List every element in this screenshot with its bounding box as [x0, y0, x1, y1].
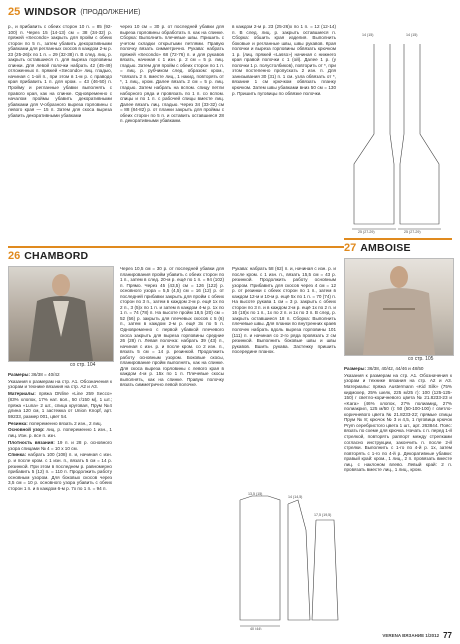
s26-column-1 — [8, 372, 112, 632]
s26-text-3: Рукава: набрать 58 (62) п. и, начиная с изн. р. и после кром. с 1 изн. п., вязать 15,5 см = 43 р. резинкой. Продолжить работу основным узором. Прибавить для скосов через 4 см = 12 р. от резинки с обеих сторон по 1 п., затем в каждом 12-м и 10-м р. ещё 5x по 1 п. = 70 (74) п. На высоте рукава 1 см = 3 р. закрыть с обеих сторон по 3 п. и в каждом 2-м р. ещё 1x по 2 п. и 16 (18)x по 1 п., 1x по 2 п. и 1x по 3 п. В след. р. закрыть оставшиеся 18 п. Сборка: Выполнить плечевые швы. Для планки по внутренних краев полочек набрать вдоль выреза горловины 101 (111) п. и начиная со 2-го ряда провязать 2 см резинкой. Выполнить боковые швы и швы рукавов. Вшить рукава. Застежку пришить посередине планок. — [232, 266, 336, 355]
label-main-pattern: Основной узор: — [8, 427, 45, 433]
label-back: Спинка: — [8, 452, 27, 458]
value-rib: попеременно вязать 2 изн., 2 лиц. — [29, 420, 102, 426]
section-number: 26 — [8, 250, 21, 262]
chambord-pattern-diagram — [232, 490, 342, 630]
section-number: 25 — [8, 6, 21, 18]
section-number: 27 — [344, 242, 357, 254]
pattern-label: 14 (15) — [406, 33, 418, 37]
s27-column — [344, 366, 452, 630]
magazine-name: VERENA ВЯЗАНИЕ 1/2012 — [382, 633, 440, 638]
section-26-header — [8, 250, 88, 262]
garment-photo-shape — [9, 267, 113, 361]
pattern-outline-front — [400, 44, 439, 224]
s25-column-1 — [8, 24, 112, 238]
pattern-label: 17,5 (19,5) — [314, 513, 332, 517]
pattern-label: 25 (27-29) — [404, 230, 421, 234]
label-sizes: Размеры: — [344, 366, 366, 371]
value-main-pattern: лиц. р. попеременно 1 изн., 1 лиц. Изн. р. все п. изн. — [8, 427, 112, 439]
label-sizes: Размеры: — [8, 372, 30, 377]
pattern-outline-front — [288, 500, 310, 620]
pattern-label: 40 (44) — [250, 627, 262, 630]
pattern-label: 13,5 (15) — [248, 492, 263, 496]
amboise-photo — [344, 258, 454, 356]
windsor-pattern-diagram — [344, 24, 454, 234]
value-back: набрать 100 (108) п. и, начиная с изн. р. и после кром. с 1 изн. п., вязать 5 см = 14 р. резинкой. При этом в последнем р. равномерно прибавить 5 (12) п. = 110 п. Продолжить работу основным узором. Для боковых скосов через 3,5 см = 10 р. основного узора убавить с обеих сторон 1 п. и в каждом 6-м р. 7x по 1 п. = 94 п. — [8, 452, 112, 491]
s26-column-3 — [232, 266, 336, 478]
photo-caption: со стр. 105 — [408, 356, 434, 362]
pattern-label: 14 (14,5) — [288, 495, 303, 499]
pattern-label: 14 (15) — [362, 33, 374, 37]
pattern-outline-sleeve — [312, 520, 338, 620]
page-number: 77 — [443, 631, 452, 640]
section-divider — [8, 246, 344, 248]
section-divider — [344, 238, 452, 240]
value-materials: пряжа DNline «Line 259 Secco» (83% хлопок, 17% нат. вол., 50 г/150 м), 1 шт.; пряжа «Luna» 2 шт., спица круговая, Прум №4 длина 120 см, 1 застежка от Union Knopf, арт. 59233, размер 001, цвет 54. — [8, 391, 112, 419]
photo-caption: со стр. 104 — [70, 362, 96, 368]
page-footer — [382, 631, 452, 640]
section-title: WINDSOR — [24, 6, 77, 18]
value-sizes: 36/38, 40/42, 44/46 и 48/50 — [367, 366, 424, 371]
section-27-header — [344, 242, 411, 254]
pattern-outline-back — [240, 496, 280, 620]
chambord-photo — [8, 266, 114, 362]
label-gauge: Плотность вязания: — [8, 439, 55, 445]
pattern-outline-back — [354, 44, 394, 224]
section-title: AMBOISE — [360, 242, 411, 254]
s25-text-1: р., и прибавить с обеих сторон 10 п. = 85 (92-100) п. Через 15 (14-13) см = 38 (34-32) р. пряжей «Secondo» закрыть для пройм с обеих сторон по 5 п., затем убавить декоративными убавками для регланных скосов в каждом 2-м р. 23 (25-26)x по 1 п. = 29 (32-38) п. В след. лиц. р. закрыть оставшиеся п. для выреза горловины спинки. Для левой полочки набрать 42 (45-49) отложенных п. пряжей «Secondo» лиц. гладью, начиная с 1-ой п., при этом в 1-м р. с праводо края прибавить 1 п. для кром. = 43 (46-50) п. Пройму и регланные убавки выполнять с правого края, как на спинке. Одновременно с началом проймы убавить декоративными убавками для V-образного выреза горловины с левого края — 15 п. Затем для скоса выреза убавить декоративными убавками — [8, 24, 112, 118]
s25-text-2: через 10 см = 30 р. от последней убавки для выреза горловины обработать п. как на спинке. Сборка: Выполнить плечевые швы. Пришить с учетом складки открытыми петлями. Правую полочку вязать симметрично. Рукава: набрать пряжей «Secondo» 68 (72-76) п. и для рукавов вязать, начиная с 1 изн. р. 2 см = 5 р. лиц. гладью. Затем для пройм с обеих сторон по 1 п. = лиц. р. рубчиком след. образом: кром., *связать 2 п. вместе лиц., 1 накид, повторять от *, 1 лиц., кром. Далее вязать 2 см = 5 р. лиц. гладью. Затем набрать на вспом. спицу петли наборного ряда и провязать по 1 п. со вспом. спицы и по 1 п. с рабочей спицы вместе лиц. Далее вязать лиц. гладью. Через 34 (33-32) см = 88 (84-82) р. от планки закрыть для проймы с обеих сторон по 5 п. и оставить оставшиеся 28 п. декоративными убавками. — [120, 24, 224, 124]
section-title: CHAMBORD — [24, 250, 89, 262]
section-subtitle: (ПРОДОЛЖЕНИЕ) — [80, 8, 141, 16]
section-25-header — [8, 6, 141, 18]
value-sizes: 36/38 = 40/42 — [31, 372, 60, 377]
s26-text-2: Через 10,5 см = 30 р. от последней убавки для планирования пройм убавить с обеих сторон по 1 п., затем в след. 20-м р. ещё по 1 п. = 94 (102) п. Прямо. Через 45 (43,5) см = 126 (122) р. основного узора = 5,5 (4,5) см = 16 (12) р. от последней прибавки закрыть для пройм с обеих сторон по 3 п., затем в каждом 2-м р. ещё 1x по 2 п., 3 (5)x по 1 п. и затем в каждом 4-м р. 1x по 1 п. = 74 (78) п. На высоте пройм 18,5 (20) см = 52 (56) р. закрыть для плечевых скосов с 5 (6) п., затем в каждом 2-м р. ещё 3x по 5 п. Одновременно с первой убавкой плечевого скоса закрыть для выреза горловины средние 26 (28) п. Левая полочка: набрать 39 (43) п., начиная с изн. р. и после кром. со 2 изн. п., вязать 5 см = 14 р. резинкой. Продолжить работу основным узором. Боковые скосы, планирование пройм выполнять, как на спинке. Для скоса выреза горловины с левого края в каждом 4-м р. 15x по 1 п. Плечевые скосы выполнять, как на спинке. Правую полочку вязать симметрично левой полочке. — [120, 266, 224, 388]
s25-column-3 — [232, 24, 336, 238]
garment-photo-shape — [345, 259, 453, 355]
pattern-label: 25 (27-29) — [358, 230, 375, 234]
s26-column-2 — [120, 266, 224, 632]
value-gauge: 19 п. и 28 р. основного узора спицами № 4 = 10 x 10 см. — [8, 439, 112, 451]
label-materials: Материалы: — [8, 391, 36, 397]
s26-intro: Указания к размерам на стр. А1. Обозначения к узорам и технике вязания на стр. А2 и А3. — [8, 378, 112, 390]
s27-text: Указания к размерам на стр. А1. Обозначения к узорам и технике вязания на стр. А2 и А3. Материалы: пряжа Austermann «Kid Silk» (75% кидмохер, 25% шелк, 225 м/25 г): 100 (125-125-150) г светло-коричневого цвета № 21.8233-23 и «Kara» (46% хлопок, 27% полиамид, 27% полиакрил, 125 м/50 г): 50 (50-100-100) г светло-коричневого цвета № 21.8233-22; прямые спицы Прум № 8; крючок № 3 и 4,5, 1 пуговица крючок Prym серебристого цвета 1 шт., арт. 263844. Пояс: вязать по схеме для крючка. Начать с п. перед 1-й стрелкой, повторять раппорт между стрелками согласно инструкции, закончить п. после 2-й стрелки. Выполнить с 1-го по 4-й р. 1x, затем повторять с 1-го по 4-й р. Декоративные убавки: правый край: кром., 1 лиц., 2 п. провязать вместе лиц. с наклоном влево. Левый край: 2 п. провязать вместе лиц., 1 лиц., кром. — [344, 372, 452, 473]
label-rib: Резинка: — [8, 420, 28, 426]
s25-text-3: в каждом 2-м р. 23 (25-26)x по 1 п. = 12 (12-14) п. В след. лиц. р. закрыть оставшиеся п. Сборка: обшить края изделия. Выполнить боковые и регланные швы, швы рукавов. Края полочки и выреза горловины обвязать крючком 1 р. (лиц. пряжей «Lasso») начиная с нижнего края правой полочки с 1 (ой). Далее 1 р. (у полочки 1 р. полустолбиков), повторить от *, при этом постепенно пропускать 2 изн. п. Для занизывания 30 (31) п. 1 см. узла обвязать от *, вязание 1 см крючком обвязать планку крючком. Затем швы убавками вниз 50 см = 130 р. Пришить пуговицы по обвязке полочки. — [232, 24, 336, 96]
s25-column-2 — [120, 24, 224, 238]
